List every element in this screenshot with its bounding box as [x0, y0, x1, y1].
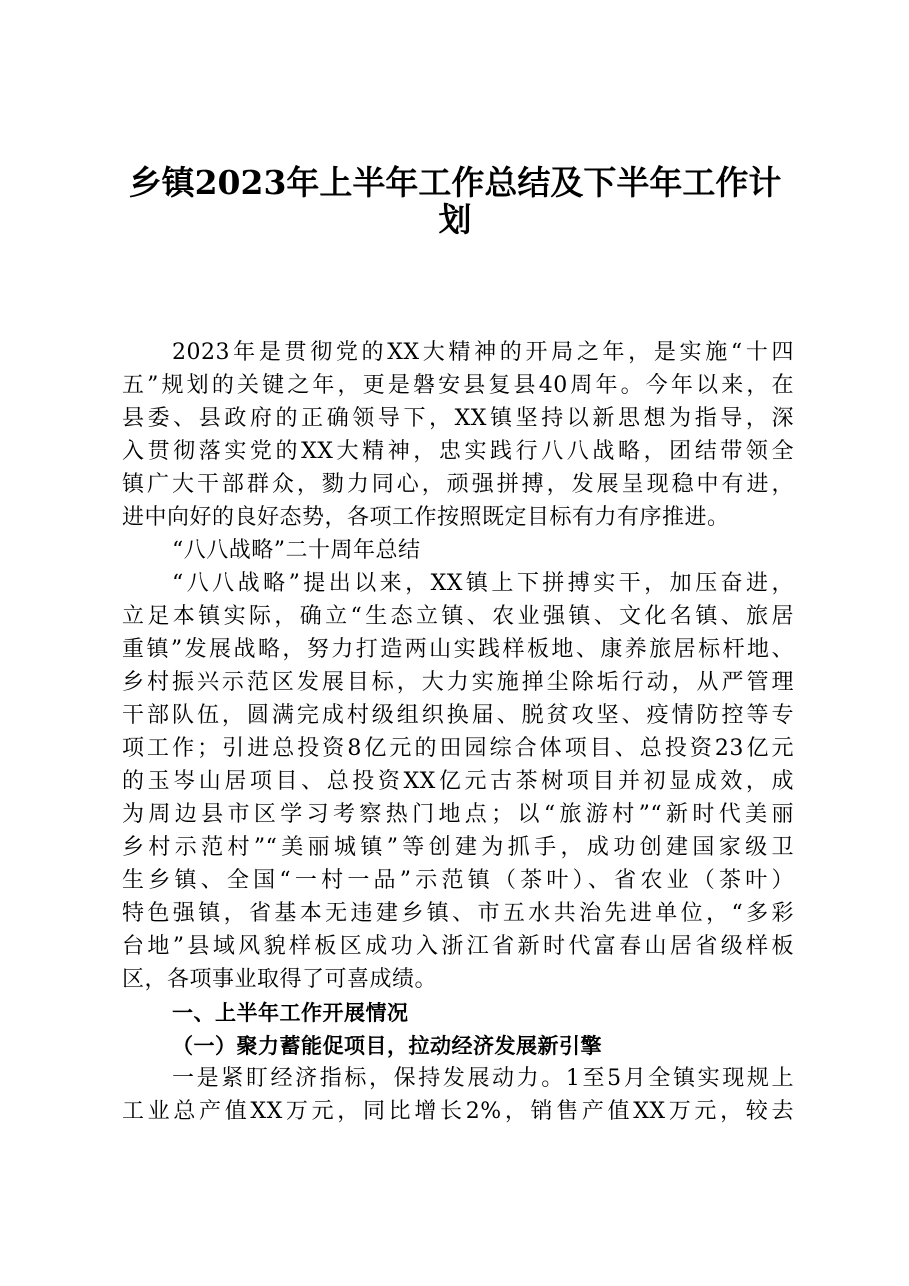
body-line: 立足本镇实际，确立“生态立镇、农业强镇、文化名镇、旅居 — [122, 604, 794, 629]
body-line: 特色强镇，省基本无违建乡镇、市五水共治先进单位，“多彩 — [122, 901, 794, 926]
body-line: 进中向好的良好态势，各项工作按照既定目标有力有序推进。 — [122, 505, 730, 530]
body-line: 重镇”发展战略，努力打造两山实践样板地、康养旅居标杆地、 — [122, 637, 794, 662]
body-line: 乡村示范村”“美丽城镇”等创建为抓手，成功创建国家级卫 — [122, 835, 794, 860]
body-line: 入贯彻落实党的XX大精神，忠实践行八八战略，团结带领全 — [122, 439, 794, 464]
document-title-line-2: 划 — [438, 200, 472, 239]
body-line: 工业总产值XX万元，同比增长2%，销售产值XX万元，较去 — [122, 1099, 794, 1124]
body-line: 生乡镇、全国“一村一品”示范镇（茶叶）、省农业（茶叶） — [122, 868, 794, 893]
body-line: 镇广大干部群众，勠力同心，顽强拼搏，发展呈现稳中有进， — [122, 472, 794, 497]
body-line: 区，各项事业取得了可喜成绩。 — [122, 967, 438, 992]
section-heading: 一、上半年工作开展情况 — [172, 1001, 409, 1025]
body-line: 县委、县政府的正确领导下，XX镇坚持以新思想为指导，深 — [122, 406, 794, 431]
body-line: “八八战略”提出以来，XX镇上下拼搏实干，加压奋进， — [172, 571, 794, 596]
body-line: 一是紧盯经济指标，保持发展动力。1至5月全镇实现规上 — [172, 1066, 794, 1091]
body-line: 台地”县域风貌样板区成功入浙江省新时代富春山居省级样板 — [122, 934, 794, 959]
body-line: 项工作；引进总投资8亿元的田园综合体项目、总投资23亿元 — [122, 736, 794, 761]
section-subtitle: “八八战略”二十周年总结 — [172, 538, 421, 563]
document-title-line-1: 乡镇2023年上半年工作总结及下半年工作计 — [128, 163, 782, 202]
body-line: 乡村振兴示范区发展目标，大力实施掸尘除垢行动，从严管理 — [122, 670, 794, 695]
body-line: 为周边县市区学习考察热门地点；以“旅游村”“新时代美丽 — [122, 802, 794, 827]
subsection-heading: （一）聚力蓄能促项目，拉动经济发展新引擎 — [172, 1034, 602, 1058]
body-line: 2023年是贯彻党的XX大精神的开局之年，是实施“十四 — [172, 340, 794, 365]
body-line: 的玉岑山居项目、总投资XX亿元古茶树项目并初显成效，成 — [122, 769, 794, 794]
body-line: 五”规划的关键之年，更是磐安县复县40周年。今年以来，在 — [122, 373, 794, 398]
body-line: 干部队伍，圆满完成村级组织换届、脱贫攻坚、疫情防控等专 — [122, 703, 794, 728]
